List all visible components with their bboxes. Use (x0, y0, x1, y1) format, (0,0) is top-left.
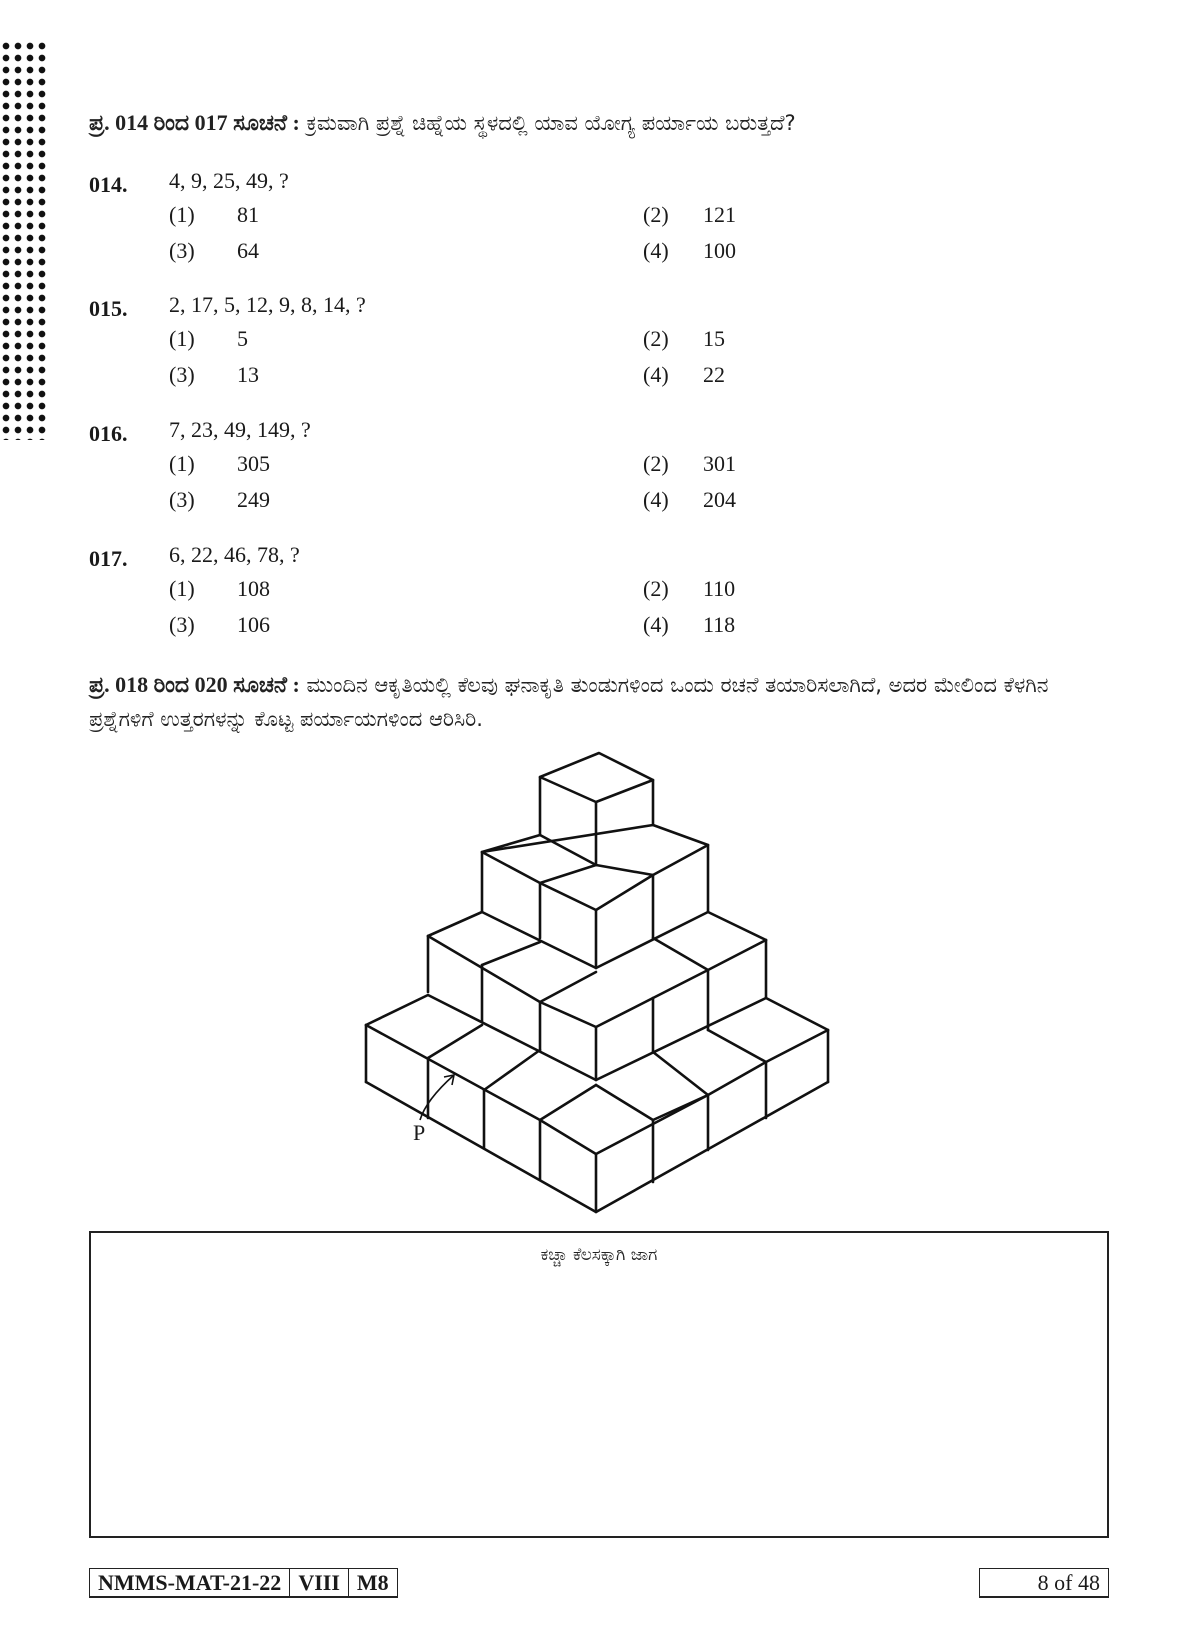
question-text: 4, 9, 25, 49, ? (169, 168, 289, 193)
option-3 (169, 238, 259, 264)
option-4 (643, 487, 736, 513)
option-label: (4) (643, 612, 669, 637)
option-2 (643, 326, 725, 352)
option-label: (2) (643, 451, 669, 476)
option-value: 64 (237, 238, 259, 263)
question-text: 2, 17, 5, 12, 9, 8, 14, ? (169, 292, 366, 317)
option-label: (3) (169, 487, 195, 512)
directions-text: ಮುಂದಿನ ಆಕೃತಿಯಲ್ಲಿ ಕೆಲವು ಘನಾಕೃತಿ ತುಂಡುಗಳಿಂದ ಒಂದು ರಚನೆ ತಯಾರಿಸಲಾಗಿದೆ, ಅದರ ಮೇಲಿಂದ ಕೆಳಗಿನ ಪ್ರಶ್ನೆಗಳಿಗೆ ಉತ್ತರಗಳನ್ನು ಕೊಟ್ಟ ಪರ್ಯಾಯಗಳಿಂದ ಆರಿಸಿರಿ. (89, 673, 1049, 731)
option-2 (643, 576, 735, 602)
option-label: (3) (169, 362, 195, 387)
cube-pyramid-figure (340, 740, 840, 1220)
option-label: (4) (643, 362, 669, 387)
option-label: (3) (169, 238, 195, 263)
grade: VIII (290, 1569, 349, 1596)
option-value: 118 (703, 612, 736, 637)
option-label: (3) (169, 612, 195, 637)
option-2 (643, 451, 736, 477)
question-number: 016. (89, 421, 128, 446)
option-3 (169, 362, 259, 388)
option-1 (169, 451, 270, 477)
option-value: 301 (703, 451, 736, 476)
rough-work-label: ಕಚ್ಚಾ ಕೆಲಸಕ್ಕಾಗಿ ಜಾಗ (540, 1245, 658, 1265)
rough-work-box (89, 1231, 1109, 1538)
option-label: (4) (643, 238, 669, 263)
question-number: 014. (89, 172, 128, 197)
question-text: 7, 23, 49, 149, ? (169, 417, 311, 442)
question-text: 6, 22, 46, 78, ? (169, 542, 300, 567)
ornamental-border (0, 40, 50, 440)
option-value: 81 (237, 202, 259, 227)
option-value: 106 (237, 612, 270, 637)
arrow-icon (420, 1075, 454, 1120)
set-code: M8 (356, 1570, 389, 1595)
option-label: (1) (169, 451, 195, 476)
option-label: (2) (643, 202, 669, 227)
option-value: 13 (237, 362, 259, 387)
option-4 (643, 238, 736, 264)
option-value: 108 (237, 576, 270, 601)
option-label: (1) (169, 202, 195, 227)
option-3 (169, 612, 270, 638)
question-number: 017. (89, 546, 128, 571)
directions-lead: ಪ್ರ. 014 ರಿಂದ 017 ಸೂಚನೆ : (89, 110, 300, 135)
option-value: 249 (237, 487, 270, 512)
option-value: 121 (703, 202, 736, 227)
question-number: 015. (89, 296, 128, 321)
label-p: P (413, 1120, 426, 1145)
option-label: (4) (643, 487, 669, 512)
directions-018-020 (89, 668, 1119, 736)
option-value: 15 (703, 326, 725, 351)
option-4 (643, 612, 735, 638)
option-label: (1) (169, 326, 195, 351)
option-value: 100 (703, 238, 736, 263)
option-4 (643, 362, 725, 388)
page-number: 8 of 48 (979, 1568, 1109, 1598)
option-value: 305 (237, 451, 270, 476)
option-label: (2) (643, 326, 669, 351)
option-value: 22 (703, 362, 725, 387)
option-label: (1) (169, 576, 195, 601)
option-1 (169, 202, 259, 228)
option-value: 110 (703, 576, 736, 601)
option-label: (2) (643, 576, 669, 601)
option-1 (169, 576, 270, 602)
option-3 (169, 487, 270, 513)
directions-text: ಕ್ರಮವಾಗಿ ಪ್ರಶ್ನೆ ಚಿಹ್ನೆಯ ಸ್ಥಳದಲ್ಲಿ ಯಾವ ಯೋಗ್ಯ ಪರ್ಯಾಯ ಬರುತ್ತದೆ? (306, 111, 796, 135)
paper-code-box (89, 1568, 398, 1598)
option-value: 204 (703, 487, 736, 512)
directions-014-017 (89, 106, 796, 140)
option-value: 5 (237, 326, 248, 351)
directions-lead: ಪ್ರ. 018 ರಿಂದ 020 ಸೂಚನೆ : (89, 672, 300, 697)
option-1 (169, 326, 248, 352)
paper-code: NMMS-MAT-21-22 (90, 1569, 290, 1596)
option-2 (643, 202, 736, 228)
